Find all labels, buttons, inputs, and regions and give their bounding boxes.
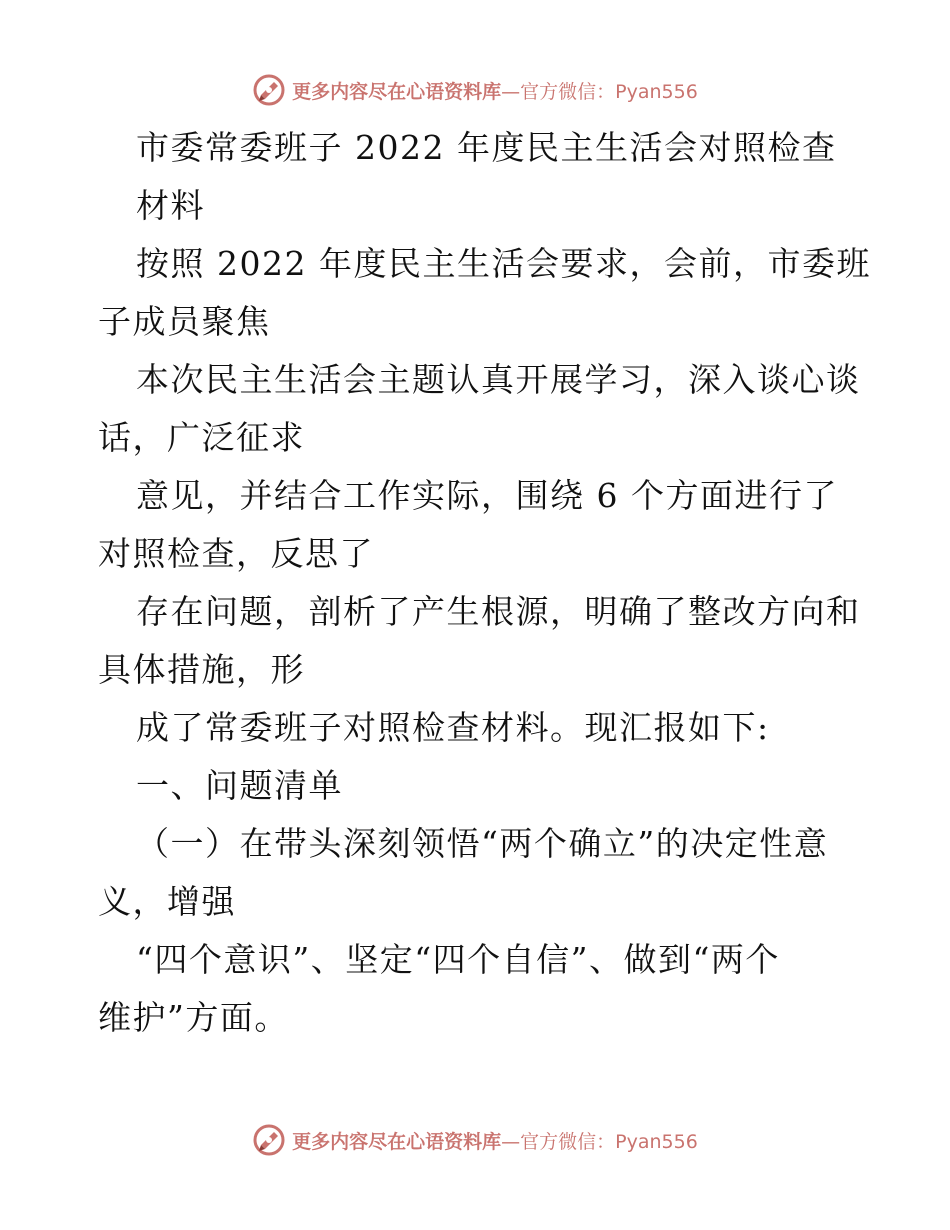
paragraph-line: “四个意识”、坚定“四个自信”、做到“两个: [136, 940, 780, 979]
paragraph-line: 按照 2022 年度民主生活会要求，会前，市委班: [136, 244, 871, 283]
watermark-site-text: 更多内容尽在心语资料库: [292, 80, 502, 103]
paragraph-line: 本次民主生活会主题认真开展学习，深入谈心谈: [136, 360, 861, 399]
paragraph-line: 子成员聚焦: [98, 302, 271, 341]
section-heading: 一、问题清单: [136, 766, 343, 805]
footer-watermark: [0, 1120, 950, 1160]
watermark-dash: —: [501, 1130, 521, 1153]
watermark-text: [292, 1127, 698, 1154]
title-line-2: 材料: [136, 186, 205, 225]
watermark-text: [292, 77, 698, 104]
paragraph-line: 意见，并结合工作实际，围绕 6 个方面进行了: [136, 476, 838, 515]
paragraph-line: 维护”方面。: [98, 998, 289, 1037]
subsection-heading: （一）在带头深刻领悟“两个确立”的决定性意: [136, 824, 829, 863]
pen-circle-logo-icon: [252, 73, 286, 107]
pen-circle-logo-icon: [252, 1123, 286, 1157]
watermark-site-text: 更多内容尽在心语资料库: [292, 1130, 502, 1153]
title-line-1: 市委常委班子 2022 年度民主生活会对照检查: [136, 128, 837, 167]
paragraph-line: 对照检查，反思了: [98, 534, 374, 573]
paragraph-line: 义，增强: [98, 882, 236, 921]
paragraph-line: 成了常委班子对照检查材料。现汇报如下:: [136, 708, 770, 747]
watermark-contact-text: 官方微信：Pyan556: [520, 80, 698, 103]
paragraph-line: 话，广泛征求: [98, 418, 305, 457]
header-watermark: [0, 70, 950, 110]
watermark-contact-text: 官方微信：Pyan556: [520, 1130, 698, 1153]
watermark-dash: —: [501, 80, 521, 103]
paragraph-line: 具体措施，形: [98, 650, 305, 689]
paragraph-line: 存在问题，剖析了产生根源，明确了整改方向和: [136, 592, 861, 631]
